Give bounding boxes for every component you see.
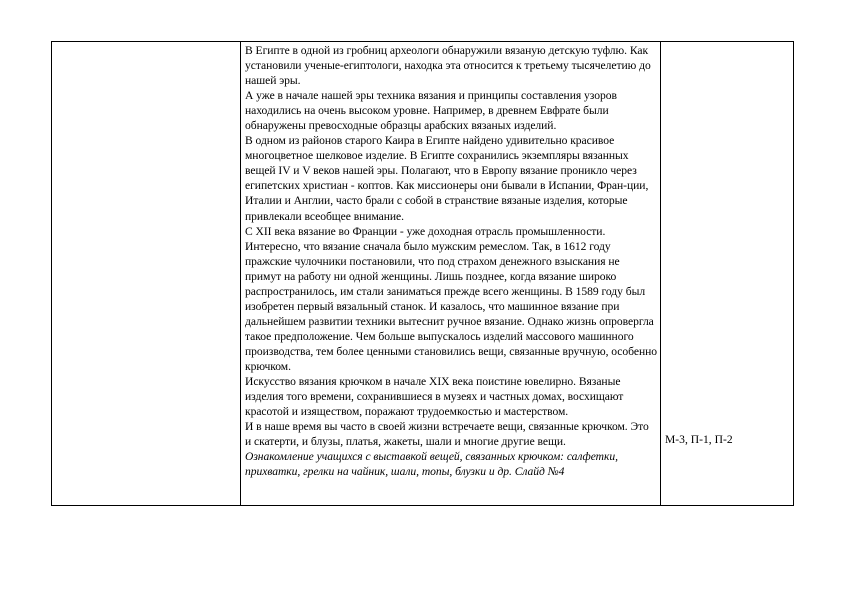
paragraph-euphrates: А уже в начале нашей эры техника вязания и принципы составления узоров находились на очень высоком уровне. Например, в древнем Евфрате были обнаружены превосходные образцы арабских вязаных изделий. (245, 89, 617, 133)
paragraph-xix-century: Искусство вязания крючком в начале XIX века поистине ювелирно. Вязаные изделия того времени, сохранившиеся в музеях и частных домах, восхищают красотой и изяществом, поражают трудоемкостью и мастерством. (245, 375, 624, 419)
lesson-table (51, 41, 794, 506)
paragraph-france: С XII века вязание во Франции - уже доходная отрасль промышленности. Интересно, что вязание сначала было мужским ремеслом. Так, в 1612 году пражские чулочники постановили, что под страхом денежного взыскания не примут на работу ни одной женщины. Лишь позднее, когда вязание широко распространилось, им стали заниматься прежде всего женщины. В 1589 году был изобретен первый вязальный станок. И казалось, что машинное вязание при дальнейшем развитии техники вытеснит ручное вязание. Однако жизнь опровергла такое предположение. Чем больше выпускалось изделий массового машинного производства, тем более ценными становились вещи, связанные вручную, особенно крючком. (245, 224, 658, 373)
italic-exhibition-note: Ознакомление учащихся с выставкой вещей, связанных крючком: салфетки, прихватки, грелки на чайник, шали, топы, блузки и др. Слайд №4 (245, 450, 618, 479)
table-row (52, 42, 794, 506)
competency-codes: М-3, П-1, П-2 (665, 433, 733, 446)
history-text (241, 42, 660, 479)
paragraph-cairo: В одном из районов старого Каира в Египте найдено удивительно красивое многоцветное шелковое изделие. В Египте сохранились экземпляры вязанных вещей IV и V веков нашей эры. Полагают, что в Европу вязание проникло через египетских христиан - коптов. Как миссионеры они бывали в Испании, Фран-ции, Италии и Англии, часто брали с собой в странствие вязаные изделия, которые привлекали всеобщее внимание. (245, 134, 649, 223)
competencies-cell (661, 42, 794, 506)
paragraph-modern: И в наше время вы часто в своей жизни встречаете вещи, связанные крючком. Это и скатерти, и блузы, платья, жакеты, шали и многие другие вещи. (245, 420, 649, 449)
content-cell (241, 42, 661, 506)
empty-stage-cell (52, 42, 241, 506)
paragraph-egypt-shoe: В Египте в одной из гробниц археологи обнаружили вязаную детскую туфлю. Как установили ученые-египтологи, находка эта относится к третьему тысячелетию до нашей эры. (245, 44, 651, 88)
